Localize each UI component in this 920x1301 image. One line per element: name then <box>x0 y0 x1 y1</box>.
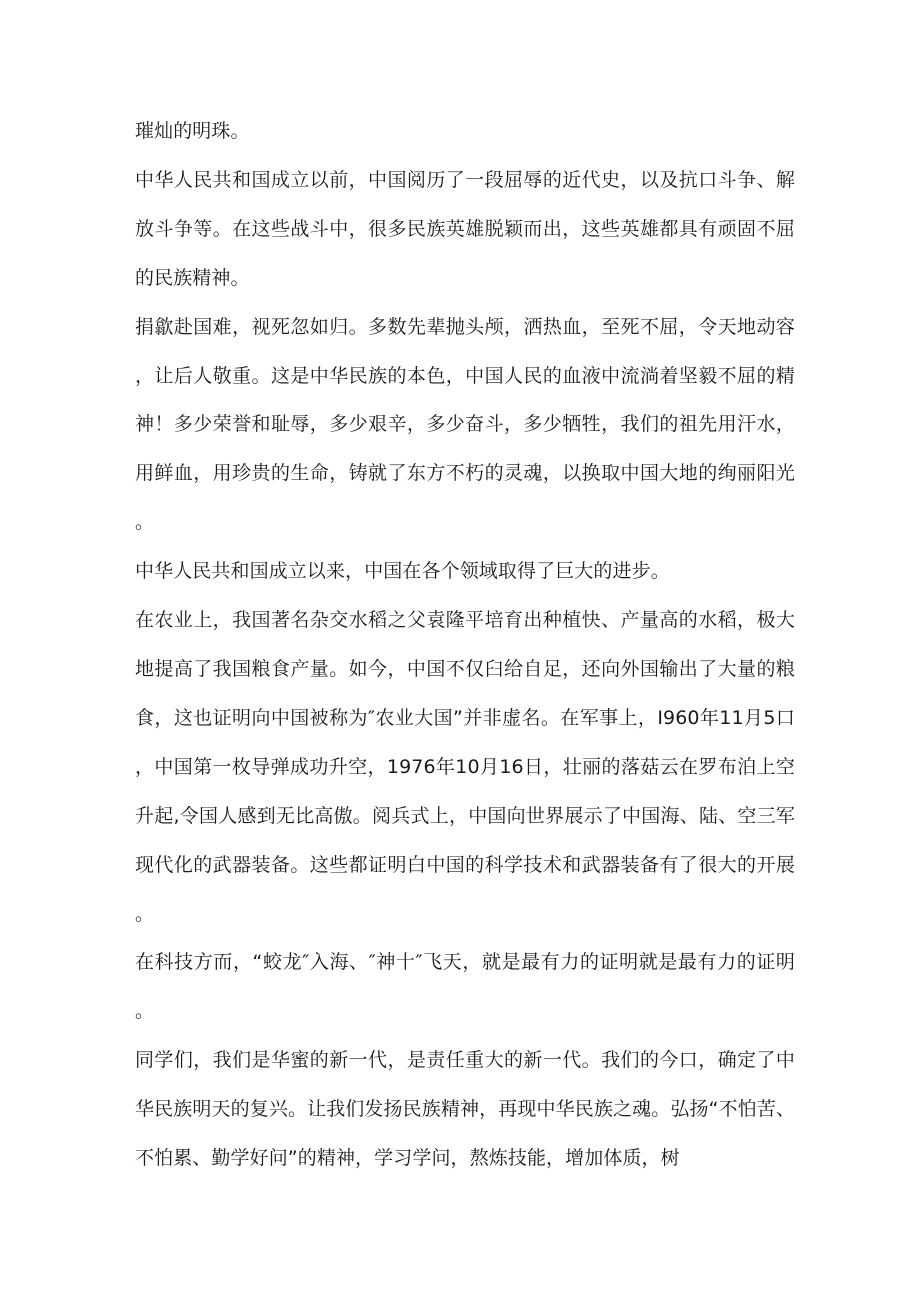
document-body <box>135 107 795 1183</box>
paragraph-7: 同学们，我们是华蜜的新一代，是责任重大的新一代。我们的今口，确定了中华民族明天的复兴。让我们发扬民族精神，再现中华民族之魂。弘扬“不怕苦、不怕累、勤学好问”的精神，学习学问，熬炼技能，增加体质，树 <box>135 1049 795 1170</box>
paragraph-5: 在农业上，我国著名杂交水稻之父袁隆平培育出种植快、产量高的水稻，极大地提高了我国粮食产量。如今，中国不仅臼给自足，还向外国输出了大量的粮食，这也证明向中国被称为″农业大国”并非虚名。在军事上，I960年11月5口，中国第一枚导弹成功升空，1976年10月16日，壮丽的落菇云在罗布泊上空升起,令国人感到无比高傲。阅兵式上，中国向世界展示了中国海、陆、空三军现代化的武器装备。这些都证明白中国的科学技术和武器装备有了很大的开展。 <box>135 609 795 925</box>
paragraph-1: 璀灿的明珠。 <box>135 120 250 142</box>
paragraph-3: 捐歙赴国难，视死忽如归。多数先辈抛头颅，洒热血，至死不屈，令天地动容，让后人敬重。这是中华民族的本色，中国人民的血液中流淌着坚毅不屈的精神！多少荣誉和耻辱，多少艰辛，多少奋斗，多少牺牲，我们的祖先用汗水，用鲜血，用珍贵的生命，铸就了东方不朽的灵魂，以换取中国大地的绚丽阳光。 <box>135 315 795 534</box>
paragraph-6: 在科技方而，“蛟龙″入海、″神十″飞天，就是最有力的证明就是最有力的证明。 <box>135 951 795 1023</box>
paragraph-2: 中华人民共和国成立以前，中国阅历了一段屈辱的近代史，以及抗口斗争、解放斗争等。在这些战斗中，很多民族英雄脱颖而出，这些英雄都具有顽固不屈的民族精神。 <box>135 168 795 289</box>
paragraph-4: 中华人民共和国成立以来，中国在各个领域取得了巨大的进步。 <box>135 560 670 583</box>
